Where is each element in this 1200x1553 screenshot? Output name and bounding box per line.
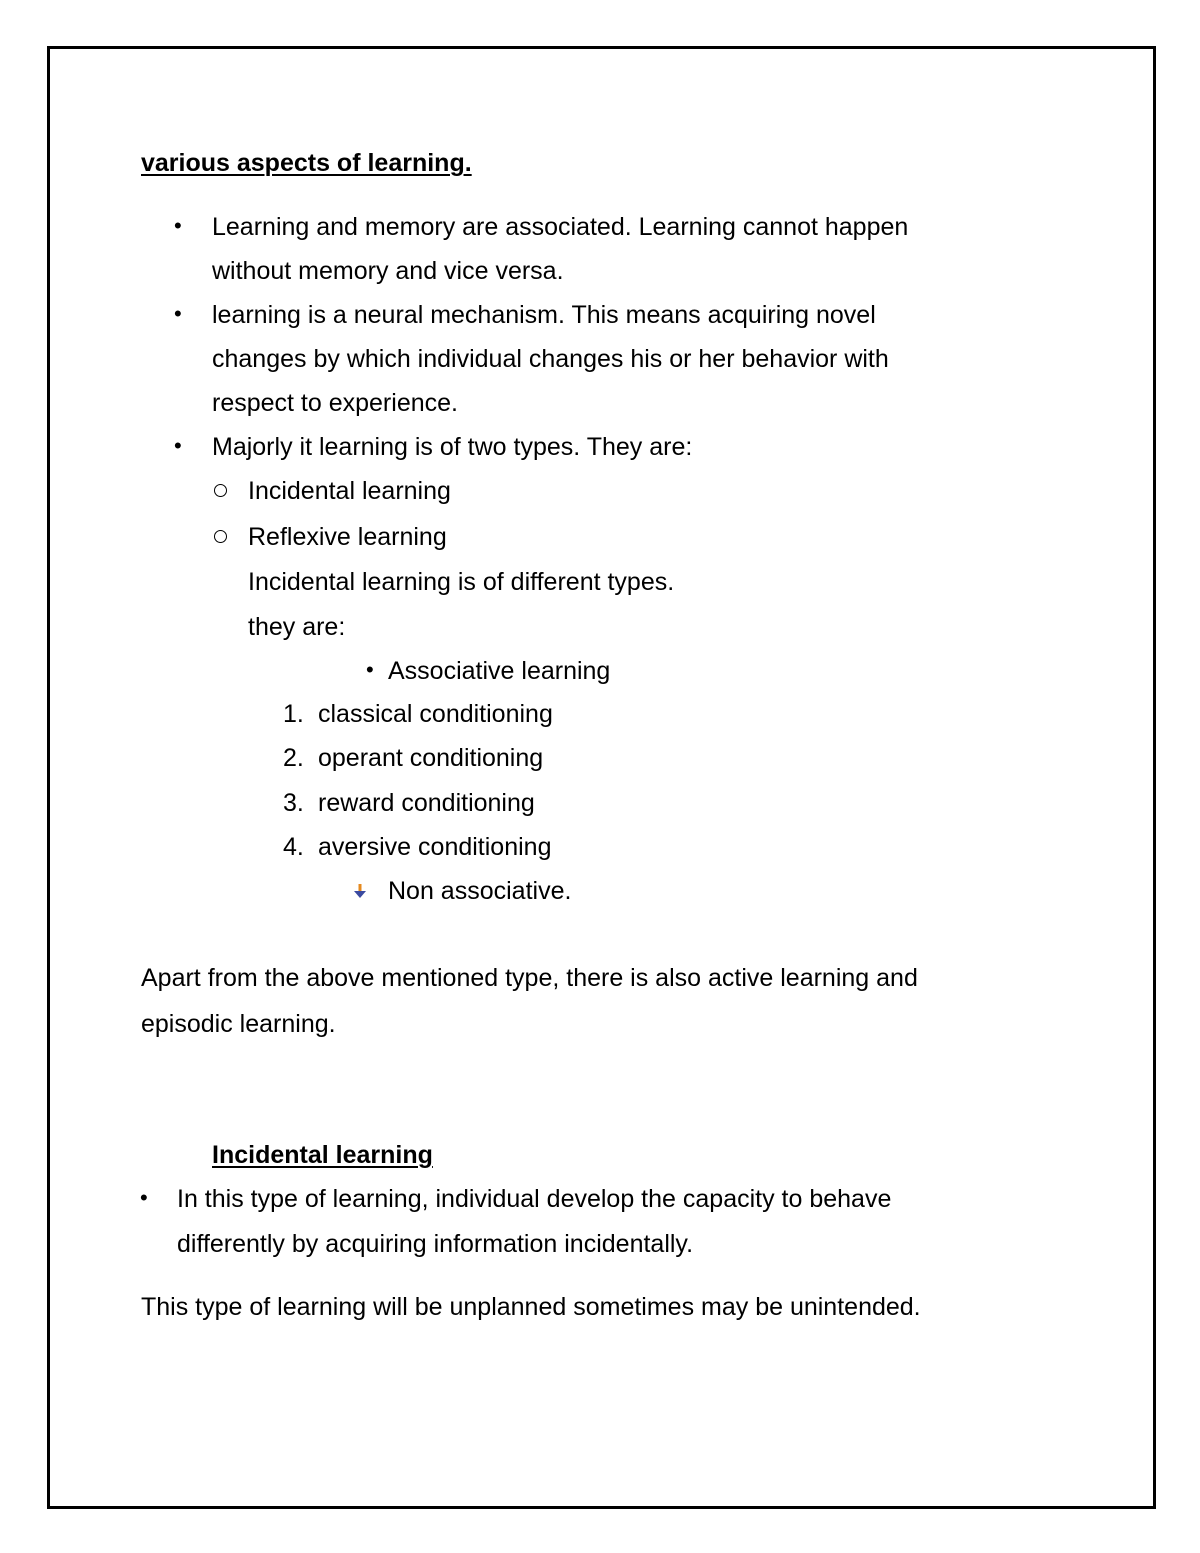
paragraph-line: Apart from the above mentioned type, there is also active learning and [141,964,918,992]
arrow-down-icon [354,884,366,898]
list-item: aversive conditioning [318,833,552,861]
bullet-dot-icon: • [174,433,182,458]
bullet-text: respect to experience. [212,389,458,417]
sub-text: they are: [248,613,346,641]
list-number: 1. [283,700,304,728]
list-item: reward conditioning [318,789,535,817]
hollow-circle-icon [214,484,227,497]
sub-bullet-text: Incidental learning [248,477,451,505]
list-number: 2. [283,744,304,772]
bullet-dot-icon: • [140,1185,148,1210]
paragraph-line: This type of learning will be unplanned sometimes may be unintended. [141,1293,921,1321]
section-heading: Incidental learning [212,1141,433,1169]
bullet-dot-icon: • [174,301,182,326]
bullet-dot-icon: • [174,213,182,238]
bullet-text: learning is a neural mechanism. This means acquiring novel [212,301,876,329]
bullet-text: without memory and vice versa. [212,257,564,285]
sub-text: Incidental learning is of different types. [248,568,675,596]
bullet-dot-icon: • [366,657,374,682]
sub-bullet-text: Reflexive learning [248,523,447,551]
third-level-text: Associative learning [388,657,611,685]
bullet-text: Majorly it learning is of two types. They are: [212,433,693,461]
list-item: classical conditioning [318,700,553,728]
arrow-item-text: Non associative. [388,877,572,905]
bullet-text: differently by acquiring information incidentally. [177,1230,694,1258]
paragraph-line: episodic learning. [141,1010,336,1038]
bullet-text: changes by which individual changes his or her behavior with [212,345,889,373]
list-number: 3. [283,789,304,817]
list-item: operant conditioning [318,744,544,772]
bullet-text: In this type of learning, individual develop the capacity to behave [177,1185,892,1213]
list-number: 4. [283,833,304,861]
hollow-circle-icon [214,530,227,543]
section-heading: various aspects of learning. [141,149,472,177]
bullet-text: Learning and memory are associated. Learning cannot happen [212,213,909,241]
